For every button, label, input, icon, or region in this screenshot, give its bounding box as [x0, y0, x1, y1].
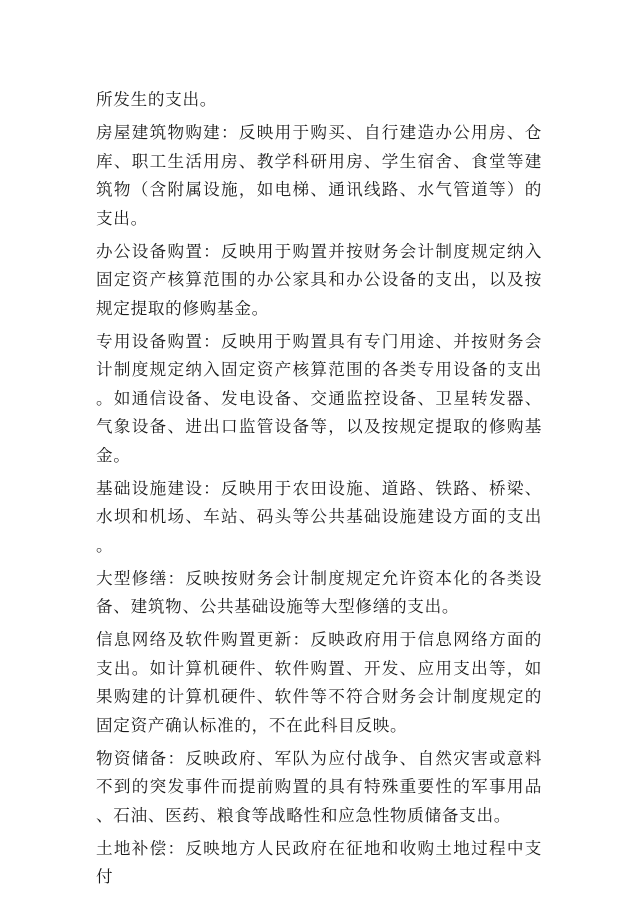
paragraph-material-reserves: 物资储备：反映政府、军队为应付战争、自然灾害或意料不到的突发事件而提前购置的具有特殊重要性的军事用品、石油、医药、粮食等战略性和应急性物质储备支出。 — [96, 748, 542, 825]
paragraph-special-equipment: 专用设备购置：反映用于购置具有专门用途、并按财务会计制度规定纳入固定资产核算范围的各类专用设备的支出。如通信设备、发电设备、交通监控设备、卫星转发器、气象设备、进出口监管设备等，以及按规定提取的修购基金。 — [96, 331, 542, 465]
paragraph-continuation: 所发生的支出。 — [96, 90, 218, 109]
paragraph-information-network: 信息网络及软件购置更新：反映政府用于信息网络方面的支出。如计算机硬件、软件购置、开发、应用支出等，如果购建的计算机硬件、软件等不符合财务会计制度规定的固定资产确认标准的，不在此科目反映。 — [96, 630, 542, 735]
paragraph-building-purchase: 房屋建筑物购建：反映用于购买、自行建造办公用房、仓库、职工生活用房、教学科研用房、学生宿舍、食堂等建筑物（含附属设施，如电梯、通讯线路、水气管道等）的支出。 — [96, 123, 542, 228]
paragraph-office-equipment: 办公设备购置：反映用于购置并按财务会计制度规定纳入固定资产核算范围的办公家具和办公设备的支出，以及按规定提取的修购基金。 — [96, 241, 542, 318]
paragraph-infrastructure: 基础设施建设：反映用于农田设施、道路、铁路、桥梁、水坝和机场、车站、码头等公共基础设施建设方面的支出。 — [96, 478, 542, 555]
paragraph-major-repairs: 大型修缮：反映按财务会计制度规定允许资本化的各类设备、建筑物、公共基础设施等大型修缮的支出。 — [96, 568, 542, 616]
paragraph-land-compensation: 土地补偿：反映地方人民政府在征地和收购土地过程中支付 — [96, 838, 542, 886]
document-body — [96, 86, 542, 896]
